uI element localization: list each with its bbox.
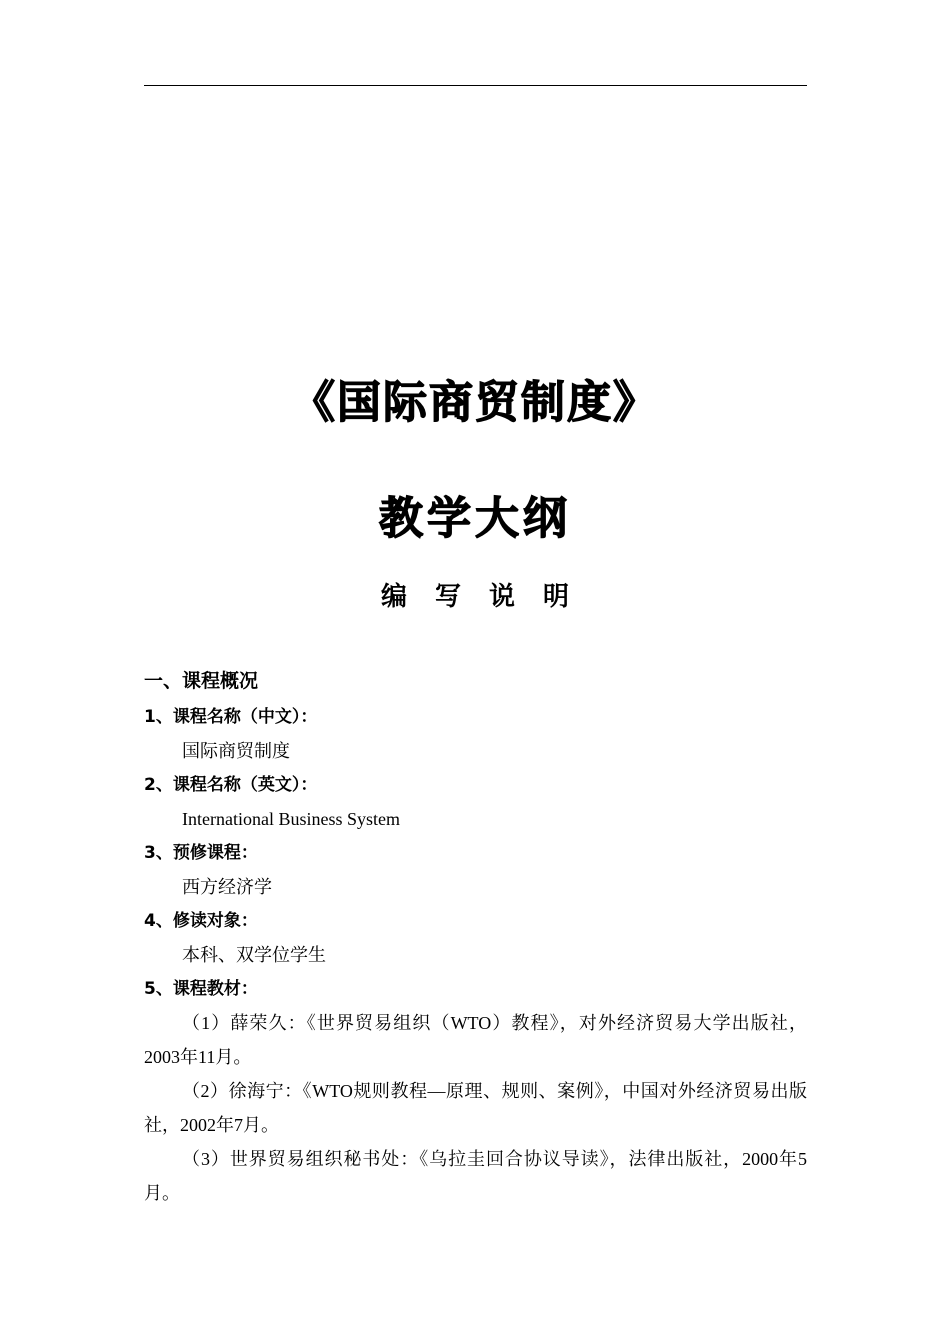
item-value-audience: 本科、双学位学生 [182, 945, 326, 965]
textbook-entry: （2）徐海宁：《WTO规则教程—原理、规则、案例》，中国对外经济贸易出版社，2002年7月。 [144, 1081, 807, 1135]
document-body [144, 664, 807, 1210]
item-label-course-name-cn: 1、课程名称（中文）： [144, 707, 318, 727]
item-label-textbooks: 5、课程教材： [144, 979, 258, 999]
item-label-audience: 4、修读对象： [144, 911, 258, 931]
section-heading-course-overview: 一、课程概况 [144, 670, 259, 692]
document-subtitle: 教学大纲 [379, 493, 571, 544]
item-value-prerequisites: 西方经济学 [182, 877, 272, 897]
item-value-course-name-cn: 国际商贸制度 [182, 741, 290, 761]
header-rule [144, 85, 807, 86]
item-label-prerequisites: 3、预修课程： [144, 843, 258, 863]
textbook-entry: （1）薛荣久：《世界贸易组织（WTO）教程》，对外经济贸易大学出版社，2003年11月。 [144, 1013, 807, 1067]
section-subheading: 编写说明 [380, 582, 597, 612]
textbook-entry: （3）世界贸易组织秘书处：《乌拉圭回合协议导读》，法律出版社，2000年5月。 [144, 1149, 807, 1203]
item-value-course-name-en: International Business System [182, 809, 400, 829]
document-title: 《国际商贸制度》 [291, 377, 659, 428]
item-label-course-name-en: 2、课程名称（英文）： [144, 775, 318, 795]
